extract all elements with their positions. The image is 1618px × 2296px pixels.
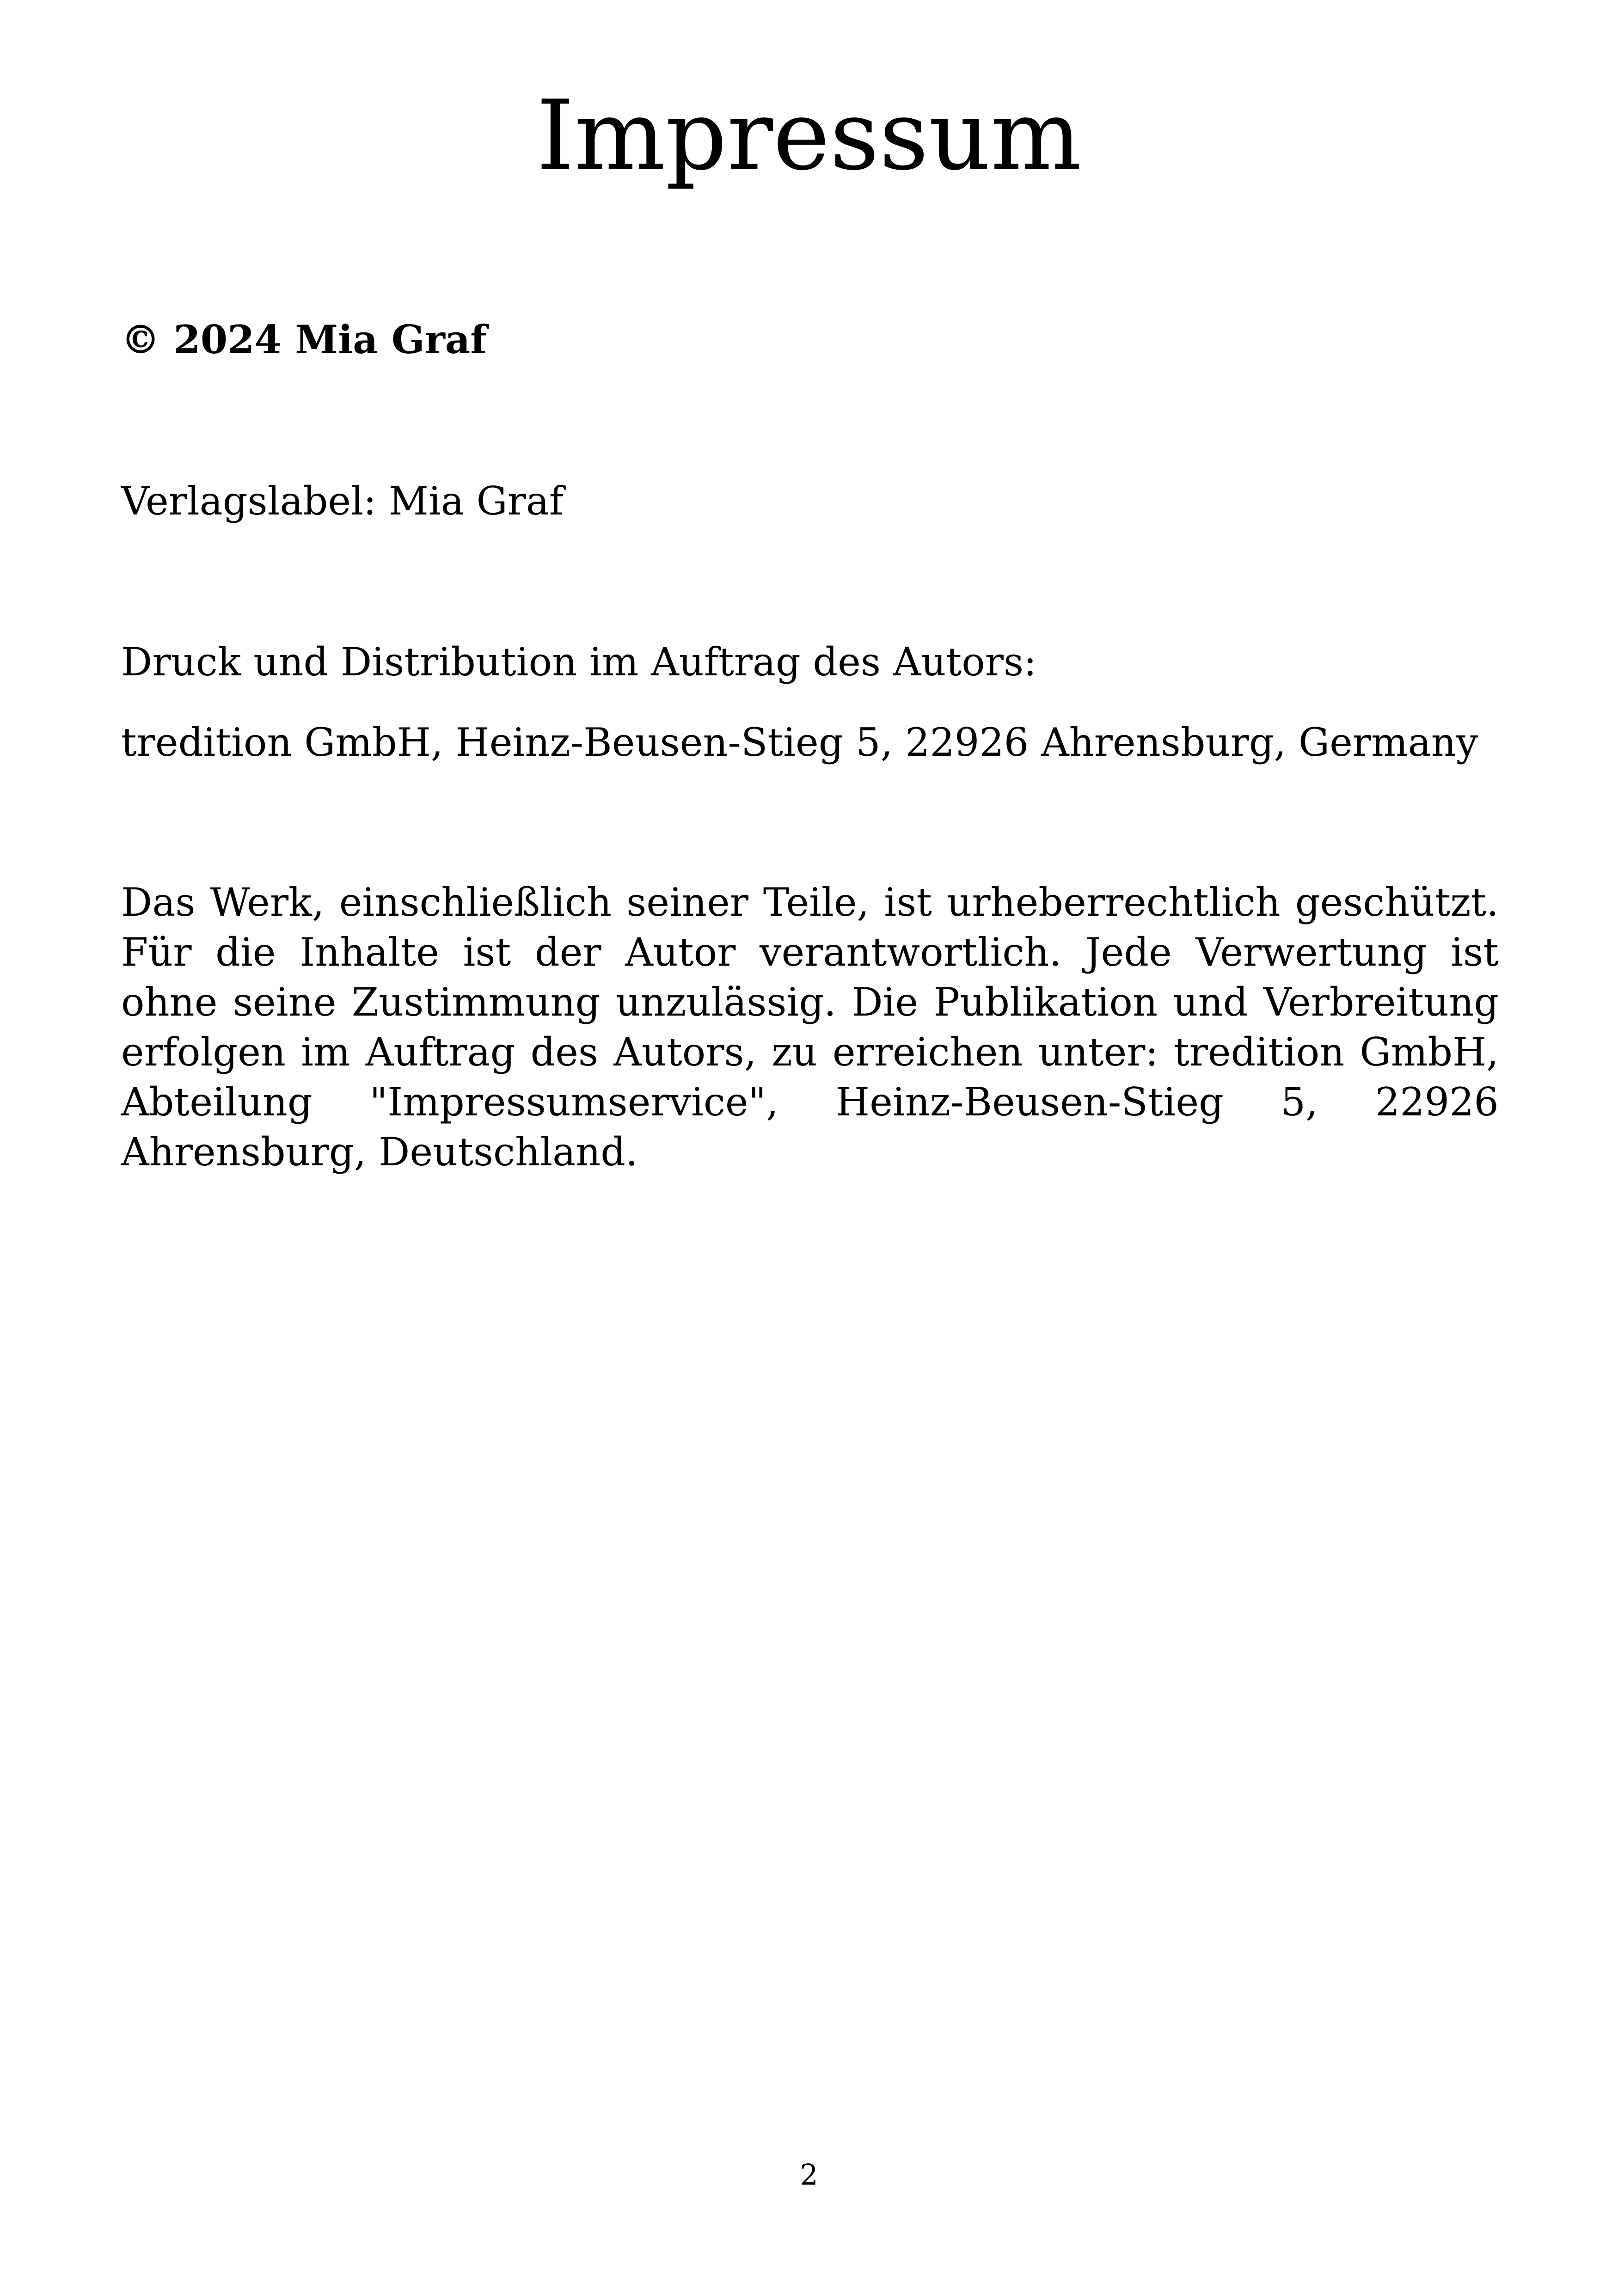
- page-title: Impressum: [536, 80, 1082, 192]
- print-distribution-address: tredition GmbH, Heinz-Beusen-Stieg 5, 22926 Ahrensburg, Germany: [121, 720, 1478, 765]
- page-number: 2: [800, 2158, 818, 2192]
- legal-notice-paragraph: Das Werk, einschließlich seiner Teile, ist urheberrechtlich geschützt. Für die Inhalte ist der Autor verantwortlich. Jede Verwertung ist ohne seine Zustimmung unzulässig. Die Publikation und Verbreitung erfolgen im Auftrag des Autors, zu erreichen unter: tredition GmbH, Abteilung "Impressumservice", Heinz-Beusen-Stieg 5, 22926 Ahrensburg, Deutschland.: [121, 880, 1499, 1175]
- print-distribution-heading: Druck und Distribution im Auftrag des Autors:: [121, 639, 1037, 685]
- copyright-line: © 2024 Mia Graf: [121, 317, 487, 362]
- publisher-label: Verlagslabel: Mia Graf: [121, 478, 564, 524]
